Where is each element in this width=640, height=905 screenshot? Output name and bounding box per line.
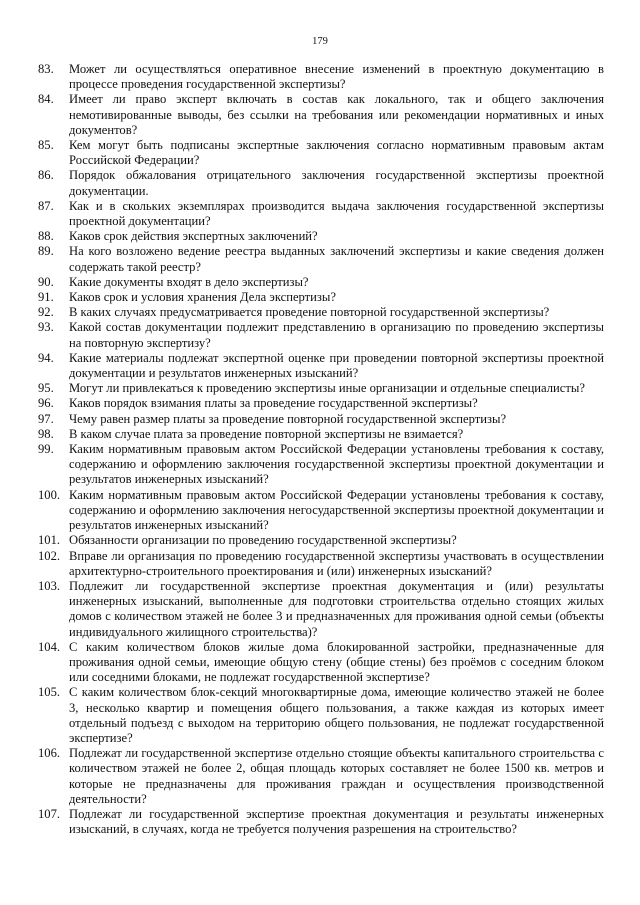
question-text: Как и в скольких экземплярах производится выдача заключения государственной экспертизы проектной документации? xyxy=(69,198,604,229)
question-text: Каким нормативным правовым актом Российской Федерации установлены требования к составу, содержанию и оформлению заключения государственной экспертизы проектной документации и результатов инженерных изысканий? xyxy=(69,442,604,487)
question-text: На кого возложено ведение реестра выданных заключений экспертизы и какие сведения должен содержать такой реестр? xyxy=(69,244,604,274)
question-number: 86. xyxy=(38,168,54,183)
question-item xyxy=(38,351,604,381)
question-item xyxy=(38,244,604,274)
question-item xyxy=(38,746,604,807)
question-item xyxy=(38,320,604,350)
question-number: 89. xyxy=(38,244,54,259)
question-item xyxy=(38,488,604,534)
question-text: Чему равен размер платы за проведение повторной государственной экспертизы? xyxy=(69,411,507,426)
question-text: Подлежат ли государственной экспертизе проектная документация и результаты инженерных изысканий, в случаях, когда не требуется получения разрешения на строительство? xyxy=(69,806,604,837)
question-number: 102. xyxy=(38,548,61,563)
question-item xyxy=(38,381,604,396)
question-text: Каков срок действия экспертных заключений? xyxy=(69,229,318,244)
question-item xyxy=(38,92,604,138)
question-number: 101. xyxy=(38,533,61,548)
question-number: 84. xyxy=(38,92,54,107)
question-text: Может ли осуществляться оперативное внесение изменений в проектную документацию в процессе проведения государственной экспертизы? xyxy=(69,62,604,92)
question-text: Подлежит ли государственной экспертизе проектная документация и (или) результаты инженерных изысканий, выполненные для подготовки строительства отдельно стоящих жилых домов с количеством этажей не более 3 и предназначенных для проживания одной семьи (объекты индивидуального жилищного строительства)? xyxy=(69,578,604,639)
question-number: 105. xyxy=(38,685,61,700)
question-number: 104. xyxy=(38,639,61,654)
question-text: Кем могут быть подписаны экспертные заключения согласно нормативным правовым актам Российской Федерации? xyxy=(69,138,604,168)
question-item xyxy=(38,533,604,548)
question-item xyxy=(38,427,604,442)
question-text: Какие документы входят в дело экспертизы? xyxy=(69,274,309,289)
question-list xyxy=(38,62,604,837)
question-item xyxy=(38,138,604,168)
question-number: 107. xyxy=(38,806,61,821)
question-number: 99. xyxy=(38,442,54,457)
question-number: 90. xyxy=(38,274,54,289)
question-item xyxy=(38,412,604,427)
question-number: 106. xyxy=(38,746,61,761)
question-number: 91. xyxy=(38,290,54,305)
question-text: С каким количеством блок-секций многоквартирные дома, имеющие количество этажей не более 3, несколько квартир и помещения общего пользования, а также каждая из которых имеет отдельный подъезд с выходом на территорию общего пользования, не подлежат государственной экспертизе? xyxy=(69,685,604,745)
question-number: 93. xyxy=(38,320,54,335)
question-text: Имеет ли право эксперт включать в состав как локального, так и общего заключения немотивированные выводы, без ссылки на требования или рекомендации нормативных и иных документов? xyxy=(69,92,604,137)
question-text: Могут ли привлекаться к проведению экспертизы иные организации и отдельные специалисты? xyxy=(69,381,585,396)
question-text: Подлежат ли государственной экспертизе отдельно стоящие объекты капитального строительства с количеством этажей не более 2, общая площадь которых составляет не более 1500 кв. метров и которые не предназначены для проживания граждан и осуществления производственной деятельности? xyxy=(69,746,604,806)
question-number: 88. xyxy=(38,229,54,244)
question-item xyxy=(38,807,604,837)
question-number: 95. xyxy=(38,381,54,396)
question-text: Какие материалы подлежат экспертной оценке при проведении повторной экспертизы проектной документации и результатов инженерных изысканий? xyxy=(69,350,604,381)
question-item xyxy=(38,549,604,579)
question-number: 94. xyxy=(38,350,54,365)
question-item xyxy=(38,168,604,198)
question-number: 96. xyxy=(38,396,54,411)
question-text: Какой состав документации подлежит представлению в организацию по проведению экспертизы на повторную экспертизу? xyxy=(69,320,604,350)
question-item xyxy=(38,229,604,244)
question-number: 100. xyxy=(38,487,61,502)
question-text: Вправе ли организация по проведению государственной экспертизы участвовать в осуществлении архитектурно-строительного проектирования и (или) инженерных изысканий? xyxy=(69,548,604,578)
question-item xyxy=(38,62,604,92)
question-number: 87. xyxy=(38,198,54,213)
question-text: В каком случае плата за проведение повторной экспертизы не взимается? xyxy=(69,426,464,441)
page-number: 179 xyxy=(312,36,328,47)
question-number: 83. xyxy=(38,62,54,76)
question-text: Обязанности организации по проведению государственной экспертизы? xyxy=(69,533,457,548)
question-text: В каких случаях предусматривается проведение повторной государственной экспертизы? xyxy=(69,305,550,320)
question-text: Каков срок и условия хранения Дела экспертизы? xyxy=(69,290,336,305)
question-number: 98. xyxy=(38,426,54,441)
question-text: С каким количеством блоков жилые дома блокированной застройки, предназначенные для проживания одной семьи, имеющие общую стену (общие стены) без проёмов с соседним блоком или соседними блоками, не подлежат государственной экспертизе? xyxy=(69,639,604,685)
question-item xyxy=(38,275,604,290)
question-number: 92. xyxy=(38,305,54,320)
question-text: Порядок обжалования отрицательного заключения государственной экспертизы проектной документации. xyxy=(69,168,604,198)
question-item xyxy=(38,305,604,320)
question-item xyxy=(38,396,604,411)
question-number: 85. xyxy=(38,138,54,153)
question-item xyxy=(38,199,604,229)
question-item xyxy=(38,685,604,746)
question-text: Каков порядок взимания платы за проведение государственной экспертизы? xyxy=(69,396,478,411)
question-text: Каким нормативным правовым актом Российской Федерации установлены требования к составу, содержанию и оформлению заключения негосударственной экспертизы проектной документации и результатов инженерных изысканий? xyxy=(69,487,604,533)
question-item xyxy=(38,442,604,488)
question-number: 97. xyxy=(38,411,54,426)
question-number: 103. xyxy=(38,578,61,593)
question-item xyxy=(38,640,604,686)
question-item xyxy=(38,579,604,640)
question-item xyxy=(38,290,604,305)
